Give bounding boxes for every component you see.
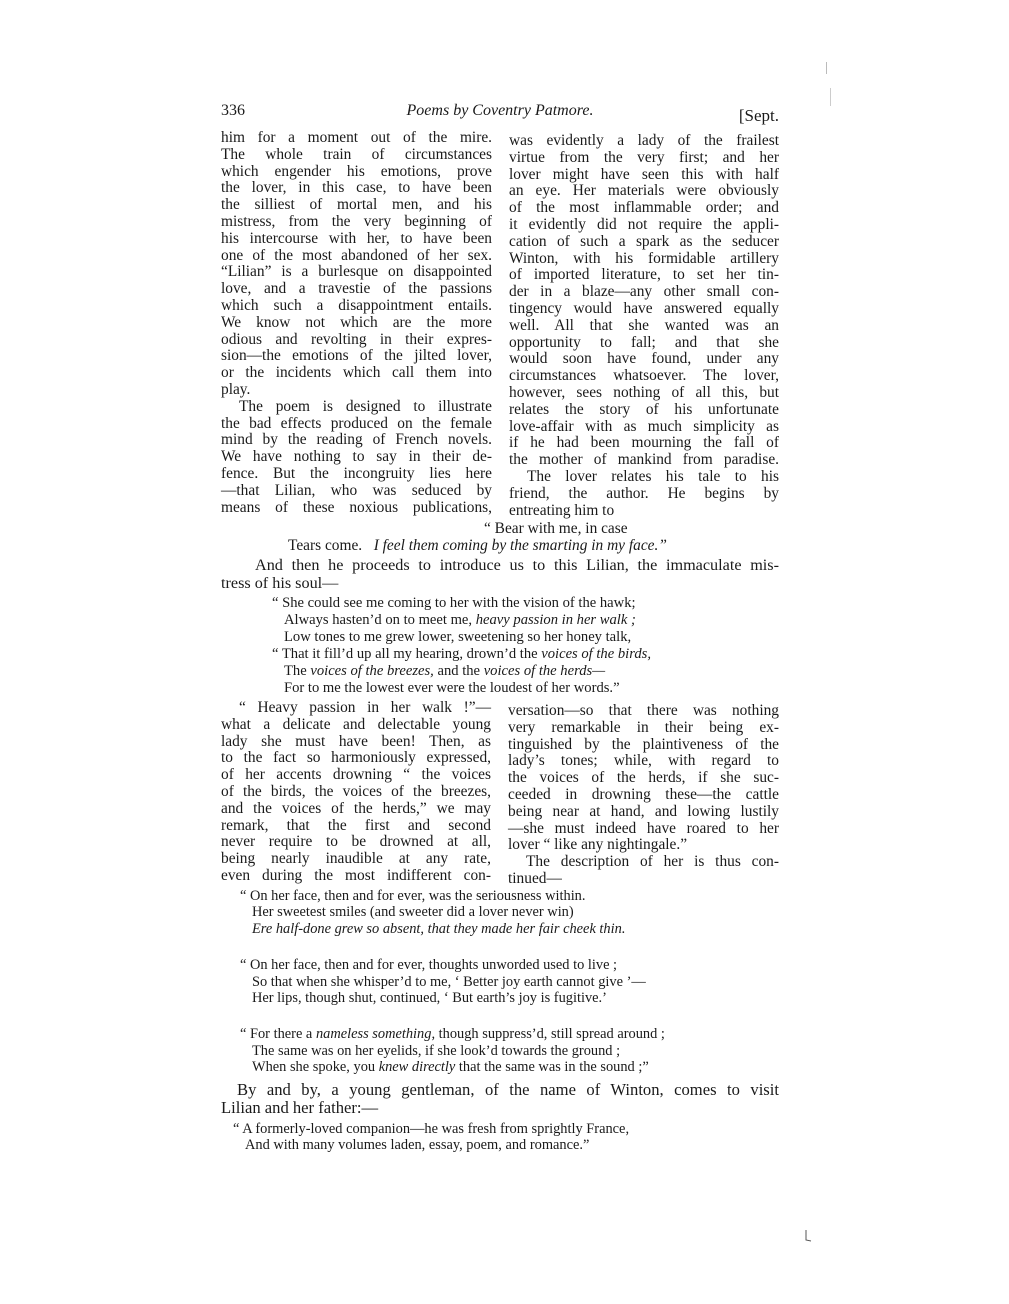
text-line: tinguished by the plaintiveness of the [508,735,779,753]
text-line: of the most inflammable order; and [509,199,779,217]
verse-line [272,663,712,680]
verse-text: When she spoke, you [252,1059,376,1076]
verse-text: The [284,663,307,679]
quote-line: “ Bear with me, in case [484,520,628,537]
scan-mark [804,1230,812,1242]
verse-companion [233,1121,733,1154]
text-line: odious and revolting in their expres- [221,330,492,348]
text-line: der in a blaze—any other small con- [509,283,779,301]
verse-line: And with many volumes laden, essay, poem, and romance.” [245,1137,590,1154]
verse-line: “ She could see me coming to her with the vision of the hawk; [272,595,636,611]
verse-text: Always hasten’d on to meet me, [284,612,473,628]
text-line: of her accents drowning “ the voices [221,766,491,784]
text-line: “ Heavy passion in her walk !”— [239,699,491,716]
verse-italic: nameless something, [315,1026,436,1043]
text-line: The whole train of circumstances [221,145,492,163]
text-line: lady she must have been! Then, as [221,732,491,750]
text-line: —she must indeed have roared to her [508,819,779,837]
verse-italic: voices of the herds— [483,663,606,679]
text-line: sion—the emotions of the jilted lover, [221,347,492,365]
verse-line [272,646,712,663]
text-line: love-affair with as much simplicity as [509,417,779,435]
text-line: and the voices of the herds,” we may [221,799,491,817]
verse-text: “ That it fill’d up all my hearing, drown’d the [272,646,538,662]
text-line: Winton, with his formidable artillery [509,249,779,267]
text-line: the voices of the herds, if she suc- [508,769,779,787]
text-line: him for a moment out of the mire. [221,129,492,146]
text-line: By and by, a young gentleman, of the name of Winton, comes to visit [237,1080,779,1099]
text-line: circumstances whatsoever. The lover, [509,367,779,385]
mid-right-column [508,703,779,888]
text-line: And then he proceeds to introduce us to this Lilian, the immaculate mis- [255,556,779,574]
running-header [221,100,779,124]
page-number: 336 [221,102,245,119]
quote-bear-with-me [0,520,1009,554]
text-line: which engender his emotions, prove [221,162,492,180]
text-line: opportunity to fall; and that she [509,333,779,351]
text-line: the silliest of mortal men, and his [221,196,492,214]
winton-paragraph [221,1081,779,1117]
scan-mark [826,62,827,74]
text-line: to the fact so harmoniously expressed, [221,749,491,767]
text-line: however, sees nothing of all this, but [509,383,779,401]
verse-italic: knew directly [378,1059,456,1076]
text-line: an eye. Her materials were obviously [509,182,779,200]
text-line: friend, the author. He begins by [509,484,779,502]
verse-text: “ For there a [240,1026,313,1043]
text-line: of the birds, the voices of the breezes, [221,782,491,800]
text-line: was evidently a lady of the frailest [509,132,779,149]
text-line: love, and a travestie of the passions [221,280,492,298]
text-line: tress of his soul— [221,573,339,592]
text-line: very remarkable in their being ex- [508,718,779,736]
verse-line: “ On her face, then and for ever, was the seriousness within. [240,888,586,904]
text-line: The description of her is thus con- [526,853,779,871]
scan-mark [830,88,831,106]
text-line: it evidently did not require the appli- [509,215,779,233]
running-month: [Sept. [738,106,779,125]
text-line: what a delicate and delectable young [221,715,491,733]
text-line: would soon have found, under any [509,350,779,368]
verse-italic: heavy passion in her walk ; [475,612,636,628]
mid-left-column [221,700,491,885]
verse-line [272,612,712,629]
top-right-column [509,133,779,519]
verse-line: Her sweetest smiles (and sweeter did a lover never win) [252,904,574,921]
text-line: —that Lilian, who was seduced by [221,481,492,499]
text-line: lady’s tones; while, with regard to [508,752,779,770]
text-line: The lover relates his tale to his [527,467,779,485]
text-line: or the incidents which call them into [221,364,492,382]
running-title: Poems by Coventry Patmore. [406,102,594,119]
text-line: lover might have seen this with half [509,165,779,183]
verse-line: For to me the lowest ever were the loudest of her words.” [284,680,620,696]
text-line: play. [221,380,251,398]
text-line: the bad effects produced on the female [221,414,492,432]
quote-line [0,537,1009,554]
verse-line: Ere half-done grew so absent, that they made her fair cheek thin. [252,920,626,937]
text-line: ceeded in drowning these—the cattle [508,785,779,803]
text-line: versation—so that there was nothing [508,702,779,719]
verse-hawk [272,595,712,697]
text-line: being nearly inaudible at any rate, [221,850,491,868]
text-line: remark, that the first and second [221,816,491,834]
text-line: virtue from the very first; and her [509,148,779,166]
text-line: the lover, in this case, to have been [221,179,492,197]
verse-line: The same was on her eyelids, if she look’d towards the ground ; [252,1042,621,1059]
text-line: tingency would have answered equally [509,299,779,317]
text-line: means of these noxious publications, [221,498,492,516]
text-line: relates the story of his unfortunate [509,400,779,418]
text-line: never require to be drowned at all, [221,833,491,851]
text-line: which such a disappointment entails. [221,296,492,314]
quote-text: Tears come. [288,537,363,554]
text-line: of imported literature, to set her tin- [509,266,779,284]
verse-line: “ A formerly-loved companion—he was fresh from sprightly France, [233,1121,630,1137]
text-line: being near at hand, and lowing lustily [508,802,779,820]
text-line: even during the most indifferent con- [221,866,491,884]
text-line: well. All that she wanted was an [509,316,779,334]
top-left-column [221,130,492,516]
text-line: the mother of mankind from paradise. [509,451,779,469]
verse-line [240,1026,760,1042]
verse-line: So that when she whisper’d to me, ‘ Better joy earth cannot give ’— [252,973,646,990]
verse-text: and the [437,663,481,679]
text-line: cation of such a spark as the seducer [509,232,779,250]
verse-text: that the same was in the sound ;” [458,1059,649,1076]
verse-line: Low tones to me grew lower, sweetening so her honey talk, [284,629,632,645]
verse-line [240,1059,760,1075]
verse-italic: voices of the birds, [541,646,651,662]
text-line: We have nothing to say in their de- [221,448,492,466]
intro-paragraph [221,557,779,592]
text-line: one of the most abandoned of her sex. [221,246,492,264]
text-line: Lilian and her father:— [221,1098,379,1117]
text-line: mistress, from the very beginning of [221,212,492,230]
verse-text: though suppress’d, still spread around ; [438,1026,665,1043]
text-line: fence. But the incongruity lies here [221,464,492,482]
text-line: entreating him to [509,501,615,519]
text-line: The poem is designed to illustrate [239,397,492,415]
verse-line: Her lips, though shut, continued, ‘ But earth’s joy is fugitive.’ [252,990,607,1007]
text-line: his intercourse with her, to have been [221,229,492,247]
verse-face [240,888,760,1076]
text-line: tinued— [508,869,562,887]
verse-italic: voices of the breezes, [310,663,434,679]
text-line: if he had been mourning the fall of [509,434,779,452]
text-line: We know not which are the more [221,313,492,331]
text-line: lover “ like any nightingale.” [508,836,688,854]
verse-line: “ On her face, then and for ever, thoughts unworded used to live ; [240,957,618,974]
quote-italic: I feel them coming by the smarting in my face.” [373,537,667,554]
text-line: “Lilian” is a burlesque on disappointed [221,263,492,281]
text-line: mind by the reading of French novels. [221,431,492,449]
